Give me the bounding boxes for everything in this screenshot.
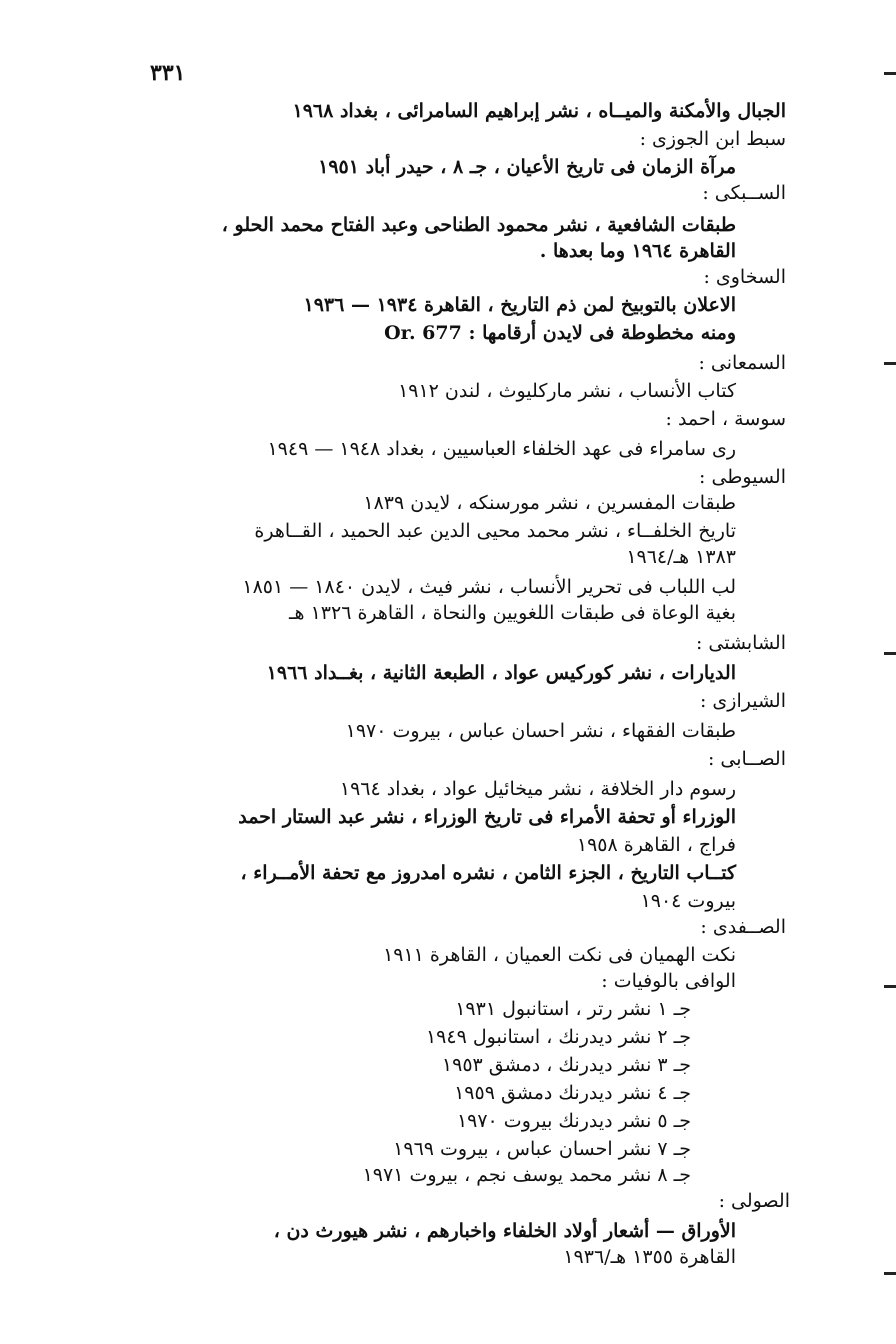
entry-line: ١٣٨٣ هـ/١٩٦٤ [626, 546, 736, 568]
volume-line: جـ ١ نشر رتر ، استانبول ١٩٣١ [455, 998, 691, 1020]
volume-line: جـ ٣ نشر ديدرنك ، دمشق ١٩٥٣ [441, 1054, 691, 1076]
entry-line: الاعلان بالتوبيخ لمن ذم التاريخ ، القاهرة ١٩٣٤ — ١٩٣٦ [303, 294, 736, 316]
author-heading: السيوطى : [699, 466, 786, 488]
entry-line: ومنه مخطوطة فى لايدن أرقامها : Or. 677 [384, 322, 736, 344]
margin-mark [884, 72, 896, 75]
author-heading: الشابشتى : [695, 632, 786, 654]
author-heading: الصولى : [718, 1190, 790, 1212]
author-heading: سبط ابن الجوزى : [639, 128, 786, 150]
entry-line: القاهرة ١٩٦٤ وما بعدها . [539, 240, 736, 262]
entry-line: الديارات ، نشر كوركيس عواد ، الطبعة الثانية ، بغــداد ١٩٦٦ [266, 662, 736, 684]
author-heading: السمعانى : [698, 352, 786, 374]
author-heading: الشيرازى : [699, 690, 786, 712]
entry-line: تاريخ الخلفــاء ، نشر محمد محيى الدين عبد الحميد ، القــاهرة [254, 520, 736, 542]
author-heading: الصــفدى : [700, 916, 786, 938]
volume-line: جـ ٧ نشر احسان عباس ، بيروت ١٩٦٩ [393, 1138, 691, 1160]
author-heading: الصــابى : [707, 748, 786, 770]
margin-mark [884, 1272, 896, 1275]
entry-line: القاهرة ١٣٥٥ هـ/١٩٣٦ [563, 1246, 736, 1268]
entry-line: الوزراء أو تحفة الأمراء فى تاريخ الوزراء ، نشر عبد الستار احمد [238, 806, 736, 828]
author-heading: الســبكى : [702, 182, 786, 204]
margin-mark [884, 985, 896, 988]
entry-line: مرآة الزمان فى تاريخ الأعيان ، جـ ٨ ، حيدر أباد ١٩٥١ [318, 156, 736, 178]
entry-line: رى سامراء فى عهد الخلفاء العباسيين ، بغداد ١٩٤٨ — ١٩٤٩ [267, 438, 736, 460]
entry-line: كتاب الأنساب ، نشر ماركليوث ، لندن ١٩١٢ [398, 380, 736, 402]
margin-mark [884, 362, 896, 365]
entry-line: الأوراق — أشعار أولاد الخلفاء واخبارهم ، نشر هيورث دن ، [273, 1220, 736, 1242]
page-number: ٣٣١ [150, 60, 186, 86]
volume-line: جـ ٤ نشر ديدرنك دمشق ١٩٥٩ [454, 1082, 691, 1104]
margin-mark [884, 652, 896, 655]
entry-line: رسوم دار الخلافة ، نشر ميخائيل عواد ، بغداد ١٩٦٤ [339, 778, 736, 800]
entry-line: طبقات المفسرين ، نشر مورسنكه ، لايدن ١٨٣٩ [363, 492, 736, 514]
entry-line: فراج ، القاهرة ١٩٥٨ [576, 834, 736, 856]
entry-line: بيروت ١٩٠٤ [640, 890, 736, 912]
entry-line: بغية الوعاة فى طبقات اللغويين والنحاة ، القاهرة ١٣٢٦ هـ [288, 602, 736, 624]
entry-line: الوافى بالوفيات : [601, 970, 736, 992]
entry-line: طبقات الفقهاء ، نشر احسان عباس ، بيروت ١٩٧٠ [345, 720, 736, 742]
volume-line: جـ ٢ نشر ديدرنك ، استانبول ١٩٤٩ [425, 1026, 691, 1048]
volume-line: جـ ٨ نشر محمد يوسف نجم ، بيروت ١٩٧١ [362, 1164, 691, 1186]
author-heading: سوسة ، احمد : [665, 408, 786, 430]
entry-line: كتــاب التاريخ ، الجزء الثامن ، نشره امدروز مع تحفة الأمــراء ، [240, 862, 736, 884]
entry-line: نكت الهميان فى نكت العميان ، القاهرة ١٩١١ [383, 944, 736, 966]
volume-line: جـ ٥ نشر ديدرنك بيروت ١٩٧٠ [456, 1110, 691, 1132]
entry-line: طبقات الشافعية ، نشر محمود الطناحى وعبد الفتاح محمد الحلو ، [221, 214, 736, 236]
entry-line: لب اللباب فى تحرير الأنساب ، نشر فيث ، لايدن ١٨٤٠ — ١٨٥١ [242, 576, 736, 598]
entry-line: الجبال والأمكنة والميــاه ، نشر إبراهيم السامرائى ، بغداد ١٩٦٨ [292, 100, 786, 122]
author-heading: السخاوى : [703, 266, 786, 288]
